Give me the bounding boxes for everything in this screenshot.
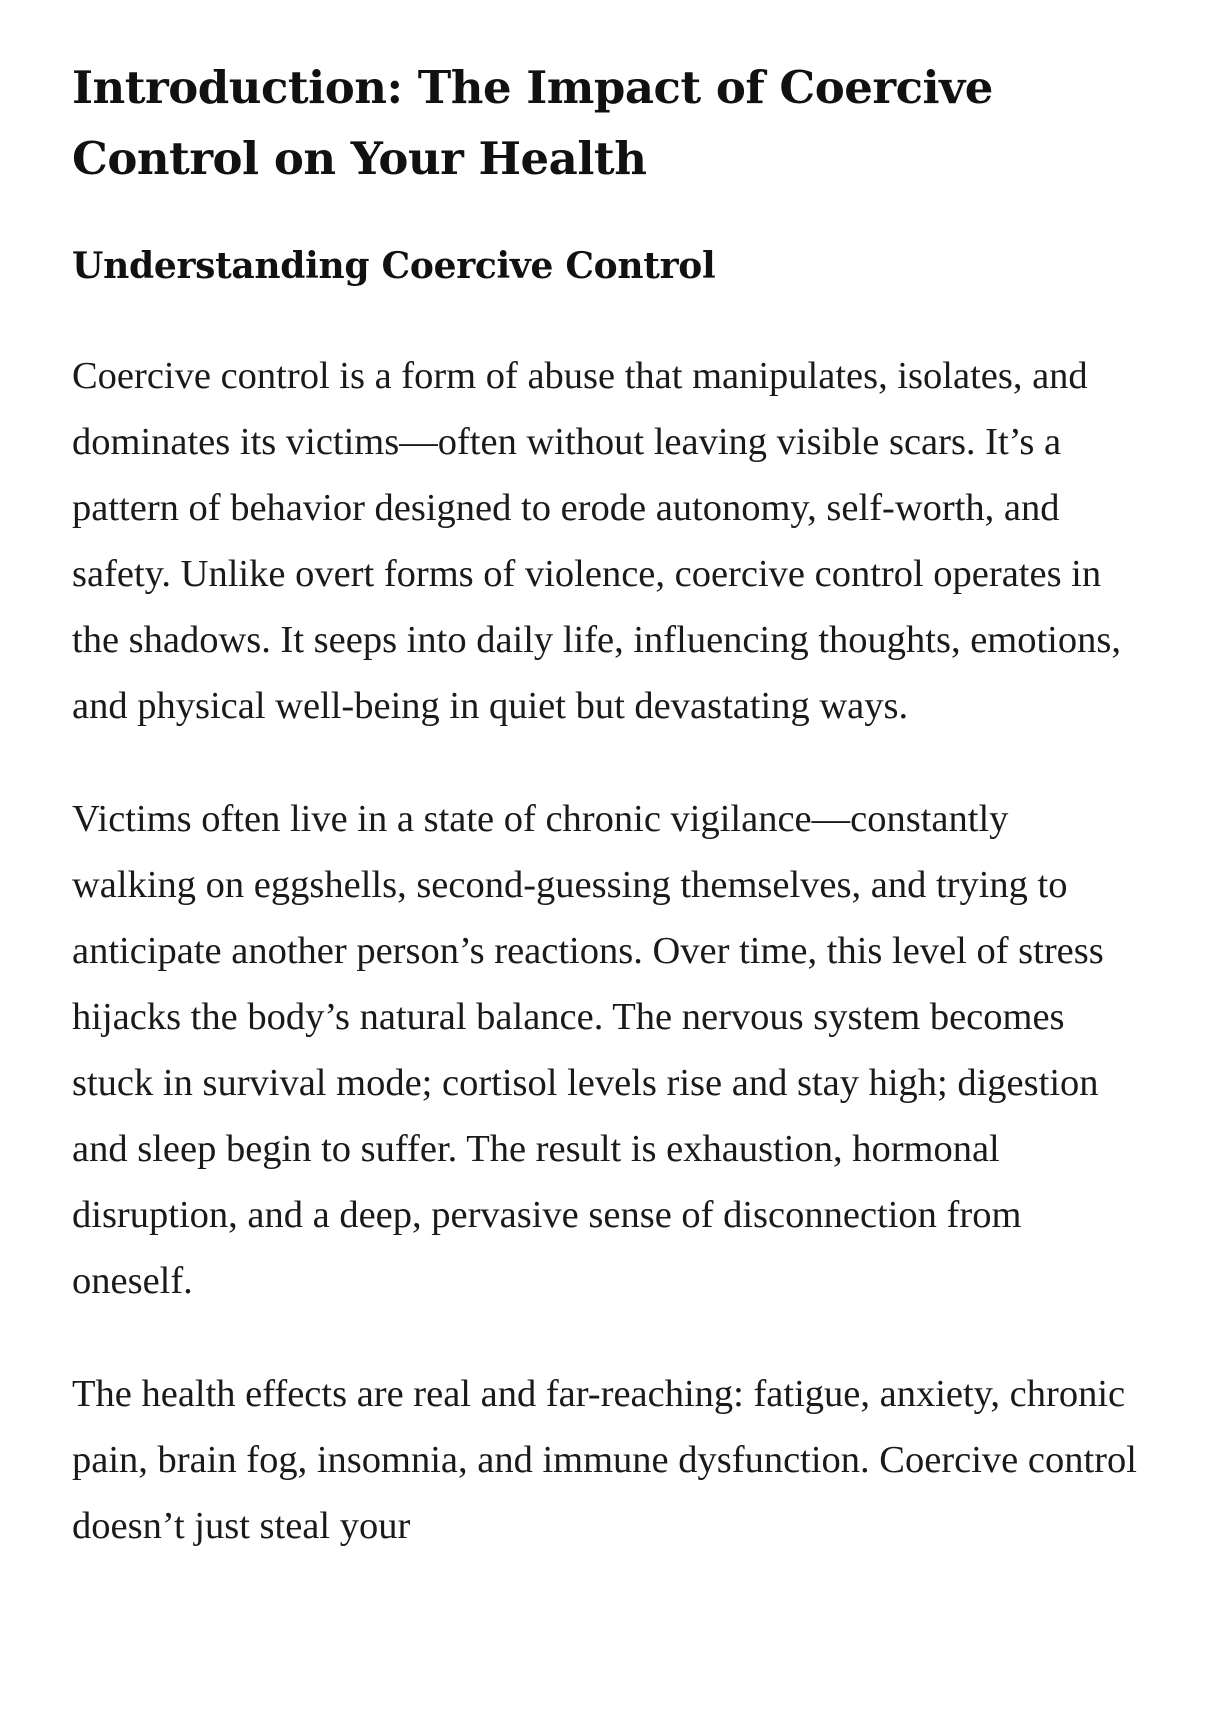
paragraph-vigilance: Victims often live in a state of chronic vigilance—constantly walking on eggshells, second-guessing themselves, and trying to anticipate another person’s reactions. Over time, this level of stress hijacks the body’s natural balance. The nervous system becomes stuck in survival mode; cortisol levels rise and stay high; digestion and sleep begin to suffer. The result is exhaustion, hormonal disruption, and a deep, pervasive sense of disconnection from oneself. <box>72 798 1104 1302</box>
article <box>72 52 1142 1559</box>
section-heading: Understanding Coercive Control <box>72 245 716 287</box>
paragraph-intro: Coercive control is a form of abuse that manipulates, isolates, and dominates its victims—often without leaving visible scars. It’s a pattern of behavior designed to erode autonomy, self-worth, and safety. Unlike overt forms of violence, coercive control operates in the shadows. It seeps into daily life, influencing thoughts, emotions, and physical well-being in quiet but devastating ways. <box>72 355 1121 727</box>
paragraph-health-effects: The health effects are real and far-reaching: fatigue, anxiety, chronic pain, brain fog, insomnia, and immune dysfunction. Coercive control doesn’t just steal your <box>72 1373 1137 1547</box>
article-title: Introduction: The Impact of Coercive Control on Your Health <box>72 61 993 185</box>
